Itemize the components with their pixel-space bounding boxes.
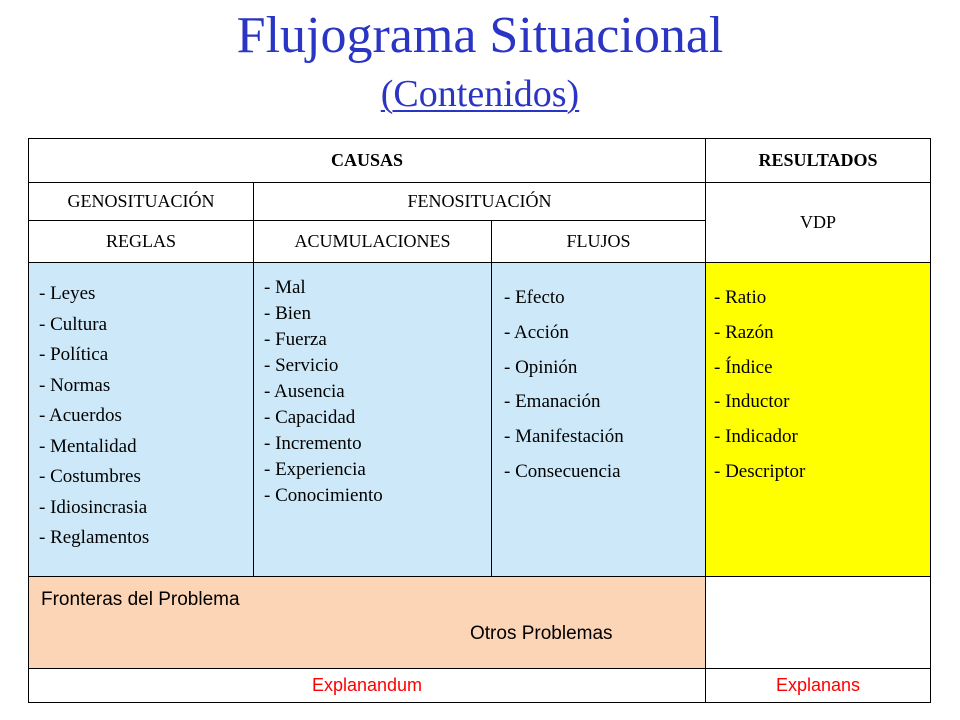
explanandum-label: Explanandum — [29, 669, 706, 703]
acumulaciones-list-item: - Incremento — [264, 433, 362, 454]
flujos-list-item: - Manifestación — [504, 426, 624, 448]
flujos-list-item: - Emanación — [504, 391, 601, 413]
flujos-list-item: - Acción — [504, 321, 569, 343]
vdp-list-item: - Indicador — [714, 426, 798, 448]
fronteras-cell — [29, 577, 706, 669]
header-resultados: RESULTADOS — [706, 139, 931, 183]
acumulaciones-list-item: - Servicio — [264, 355, 339, 376]
acumulaciones-list-item: - Bien — [264, 303, 311, 324]
header-fenosituacion: FENOSITUACIÓN — [254, 183, 706, 221]
acumulaciones-list-item: - Mal — [264, 277, 306, 298]
flujos-list-item: - Consecuencia — [504, 460, 621, 482]
reglas-list-item: - Costumbres — [39, 466, 141, 487]
reglas-list-item: - Cultura — [39, 313, 108, 335]
acumulaciones-list-item: - Capacidad — [264, 407, 356, 428]
vdp-list-item: - Razón — [714, 321, 774, 343]
otros-problemas: Otros Problemas — [470, 623, 613, 644]
fronteras-del-problema: Fronteras del Problema — [41, 589, 240, 610]
reglas-list-item: - Acuerdos — [39, 405, 122, 426]
reglas-list-item: - Leyes — [39, 283, 96, 304]
vdp-list — [706, 263, 930, 490]
page-subtitle: (Contenidos) — [380, 73, 580, 115]
reglas-list-item: - Mentalidad — [39, 435, 137, 457]
reglas-list — [29, 263, 253, 554]
reglas-list-item: - Reglamentos — [39, 527, 150, 548]
reglas-list-item: - Política — [39, 344, 109, 365]
acumulaciones-list-item: - Conocimiento — [264, 485, 383, 506]
vdp-list-item: - Descriptor — [714, 460, 806, 482]
vdp-cell — [706, 263, 931, 577]
header-vdp: VDP — [706, 183, 931, 263]
reglas-list-item: - Normas — [39, 374, 111, 396]
header-reglas: REGLAS — [29, 221, 254, 263]
acumulaciones-list-item: - Fuerza — [264, 329, 327, 350]
header-causas: CAUSAS — [29, 139, 706, 183]
explanans-label: Explanans — [706, 669, 931, 703]
reglas-list-item: - Idiosincrasia — [39, 496, 148, 518]
header-acumulaciones: ACUMULACIONES — [254, 221, 492, 263]
acumulaciones-list-item: - Ausencia — [264, 381, 345, 402]
flujos-list-item: - Efecto — [504, 287, 565, 308]
reglas-cell — [29, 263, 254, 577]
acumulaciones-list — [254, 263, 491, 509]
flujos-list-item: - Opinión — [504, 356, 578, 378]
acumulaciones-list-item: - Experiencia — [264, 459, 366, 480]
flujos-cell — [492, 263, 706, 577]
flujos-list — [492, 263, 705, 490]
header-genosituacion: GENOSITUACIÓN — [29, 183, 254, 221]
vdp-list-item: - Inductor — [714, 391, 790, 413]
empty-cell — [706, 577, 931, 669]
acumulaciones-cell — [254, 263, 492, 577]
vdp-list-item: - Ratio — [714, 287, 767, 308]
vdp-list-item: - Índice — [714, 356, 773, 378]
flujograma-table — [28, 138, 931, 703]
header-flujos: FLUJOS — [492, 221, 706, 263]
page-title: Flujograma Situacional — [236, 7, 724, 64]
